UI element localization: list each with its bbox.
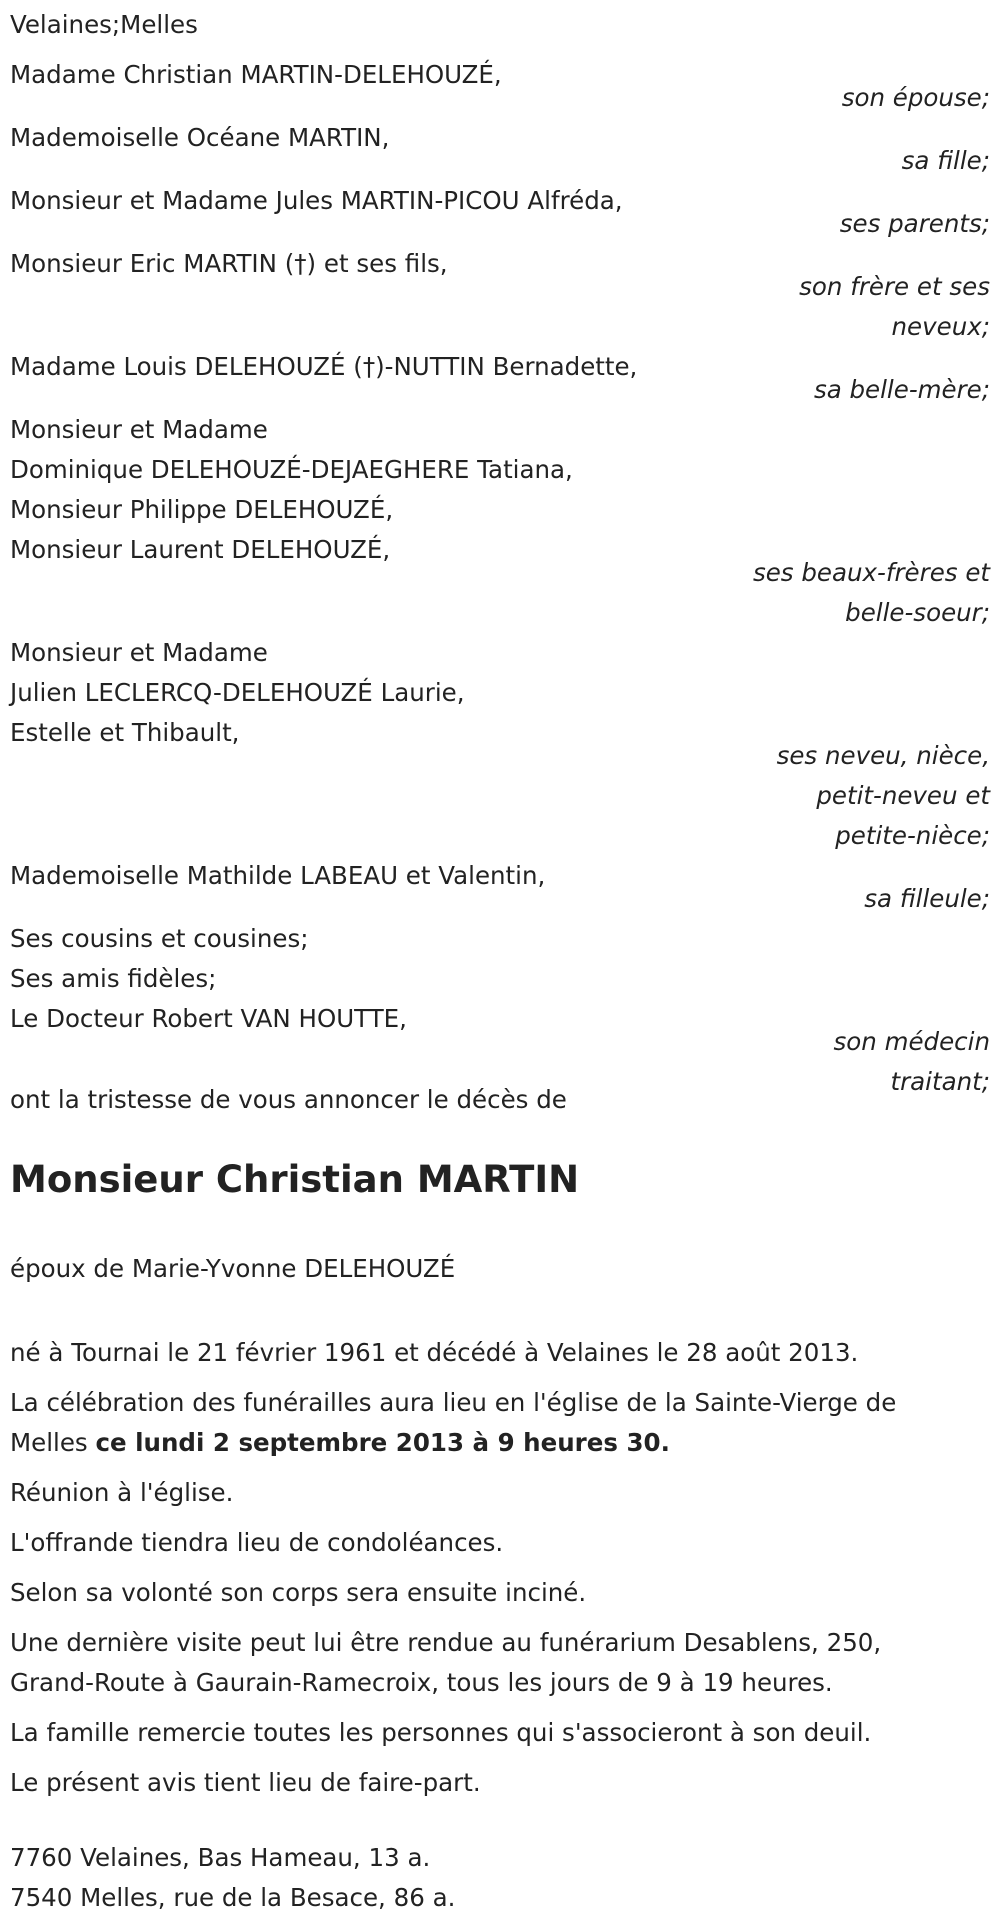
mourner-name: Dominique DELEHOUZÉ-DEJAEGHERE Tatiana, [10,455,573,484]
mourner-relation: petite-nièce; [835,821,990,850]
visit-line: Grand-Route à Gaurain-Ramecroix, tous les jours de 9 à 19 heures. [10,1668,833,1697]
mourner-relation: ses parents; [839,209,990,238]
mourner-name: Julien LECLERCQ-DELEHOUZÉ Laurie, [10,678,465,707]
ceremony-line: La célébration des funérailles aura lieu en l'église de la Sainte-Vierge de [10,1388,897,1417]
mourner-relation: belle-soeur; [845,598,990,627]
mourner-name: Madame Louis DELEHOUZÉ (†)-NUTTIN Bernadette, [10,352,638,381]
deceased-name: Monsieur Christian MARTIN [10,1158,580,1201]
mourner-relation: sa belle-mère; [813,375,990,404]
mourner-relation: son frère et ses [799,272,990,301]
ceremony-line [10,1423,670,1463]
mourner-name: Mademoiselle Mathilde LABEAU et Valentin, [10,861,546,890]
mourner-name: Monsieur et Madame [10,638,268,667]
reunion-line: Réunion à l'église. [10,1478,234,1507]
mourner-relation: traitant; [890,1067,990,1096]
mourner-name: Estelle et Thibault, [10,718,240,747]
announcement-text: ont la tristesse de vous annoncer le décès de [10,1085,567,1114]
cremation-line: Selon sa volonté son corps sera ensuite inciné. [10,1578,587,1607]
mourner-relation: ses neveu, nièce, [776,741,990,770]
offering-line: L'offrande tiendra lieu de condoléances. [10,1528,504,1557]
location-header: Velaines;Melles [10,10,198,39]
spouse-line: époux de Marie-Yvonne DELEHOUZÉ [10,1254,456,1283]
mourner-relation: ses beaux-frères et [752,558,990,587]
dates-line: né à Tournai le 21 février 1961 et décédé à Velaines le 28 août 2013. [10,1338,859,1367]
mourner-name: Madame Christian MARTIN-DELEHOUZÉ, [10,60,502,89]
mourner-name: Le Docteur Robert VAN HOUTTE, [10,1004,407,1033]
mourner-name: Ses cousins et cousines; [10,924,309,953]
mourner-name: Monsieur et Madame Jules MARTIN-PICOU Alfréda, [10,186,623,215]
mourner-name: Ses amis fidèles; [10,964,217,993]
notice-line: Le présent avis tient lieu de faire-part. [10,1768,481,1797]
mourner-relation: neveux; [891,312,990,341]
address-line: 7540 Melles, rue de la Besace, 86 a. [10,1883,456,1912]
mourner-name: Monsieur Philippe DELEHOUZÉ, [10,495,394,524]
mourner-name: Monsieur Eric MARTIN (†) et ses fils, [10,249,448,278]
mourner-relation: sa fille; [901,146,990,175]
mourner-relation: sa filleule; [864,884,990,913]
thanks-line: La famille remercie toutes les personnes qui s'associeront à son deuil. [10,1718,872,1747]
mourner-relation: petit-neveu et [816,781,990,810]
address-line: 7760 Velaines, Bas Hameau, 13 a. [10,1843,431,1872]
mourner-name: Monsieur et Madame [10,415,268,444]
ceremony-date: ce lundi 2 septembre 2013 à 9 heures 30. [95,1428,670,1457]
visit-line: Une dernière visite peut lui être rendue au funérarium Desablens, 250, [10,1628,882,1657]
ceremony-place: Melles [10,1428,96,1457]
mourner-relation: son médecin [833,1027,990,1056]
mourner-relation: son épouse; [841,83,990,112]
mourner-name: Mademoiselle Océane MARTIN, [10,123,390,152]
mourner-name: Monsieur Laurent DELEHOUZÉ, [10,535,391,564]
